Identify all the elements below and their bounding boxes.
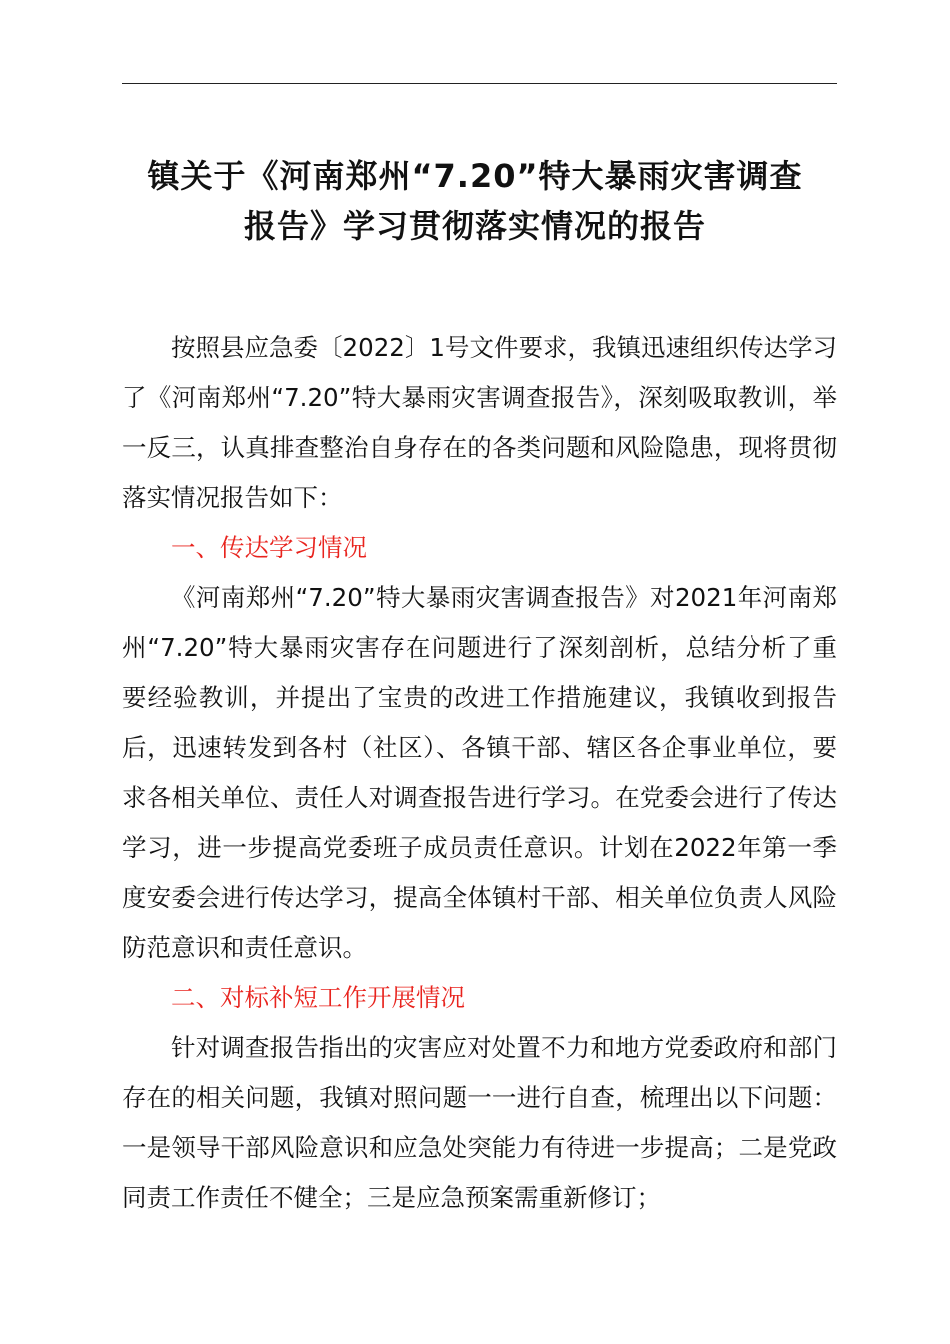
header-rule [122, 83, 837, 84]
document-title-line-1: 镇关于《河南郑州“7.20”特大暴雨灾害调查 [147, 157, 803, 195]
intro-paragraph: 按照县应急委〔2022〕1号文件要求，我镇迅速组织传达学习了《河南郑州“7.20”特大暴雨灾害调查报告》，深刻吸取教训，举一反三，认真排查整治自身存在的各类问题和风险隐患，现将贯彻落实情况报告如下： [122, 333, 837, 512]
section-heading-2: 二、对标补短工作开展情况 [171, 983, 465, 1012]
section-1-paragraph: 《河南郑州“7.20”特大暴雨灾害调查报告》对2021年河南郑州“7.20”特大暴雨灾害存在问题进行了深刻剖析，总结分析了重要经验教训，并提出了宝贵的改进工作措施建议，我镇收到报告后，迅速转发到各村（社区）、各镇干部、辖区各企事业单位，要求各相关单位、责任人对调查报告进行学习。在党委会进行了传达学习，进一步提高党委班子成员责任意识。计划在2022年第一季度安委会进行传达学习，提高全体镇村干部、相关单位负责人风险防范意识和责任意识。 [122, 583, 837, 962]
section-heading-1: 一、传达学习情况 [171, 533, 367, 562]
document-title-line-2: 报告》学习贯彻落实情况的报告 [243, 207, 706, 245]
section-2-paragraph: 针对调查报告指出的灾害应对处置不力和地方党委政府和部门存在的相关问题，我镇对照问题一一进行自查，梳理出以下问题：一是领导干部风险意识和应急处突能力有待进一步提高；二是党政同责工作责任不健全；三是应急预案需重新修订； [122, 1033, 837, 1212]
document-body [122, 323, 837, 1223]
